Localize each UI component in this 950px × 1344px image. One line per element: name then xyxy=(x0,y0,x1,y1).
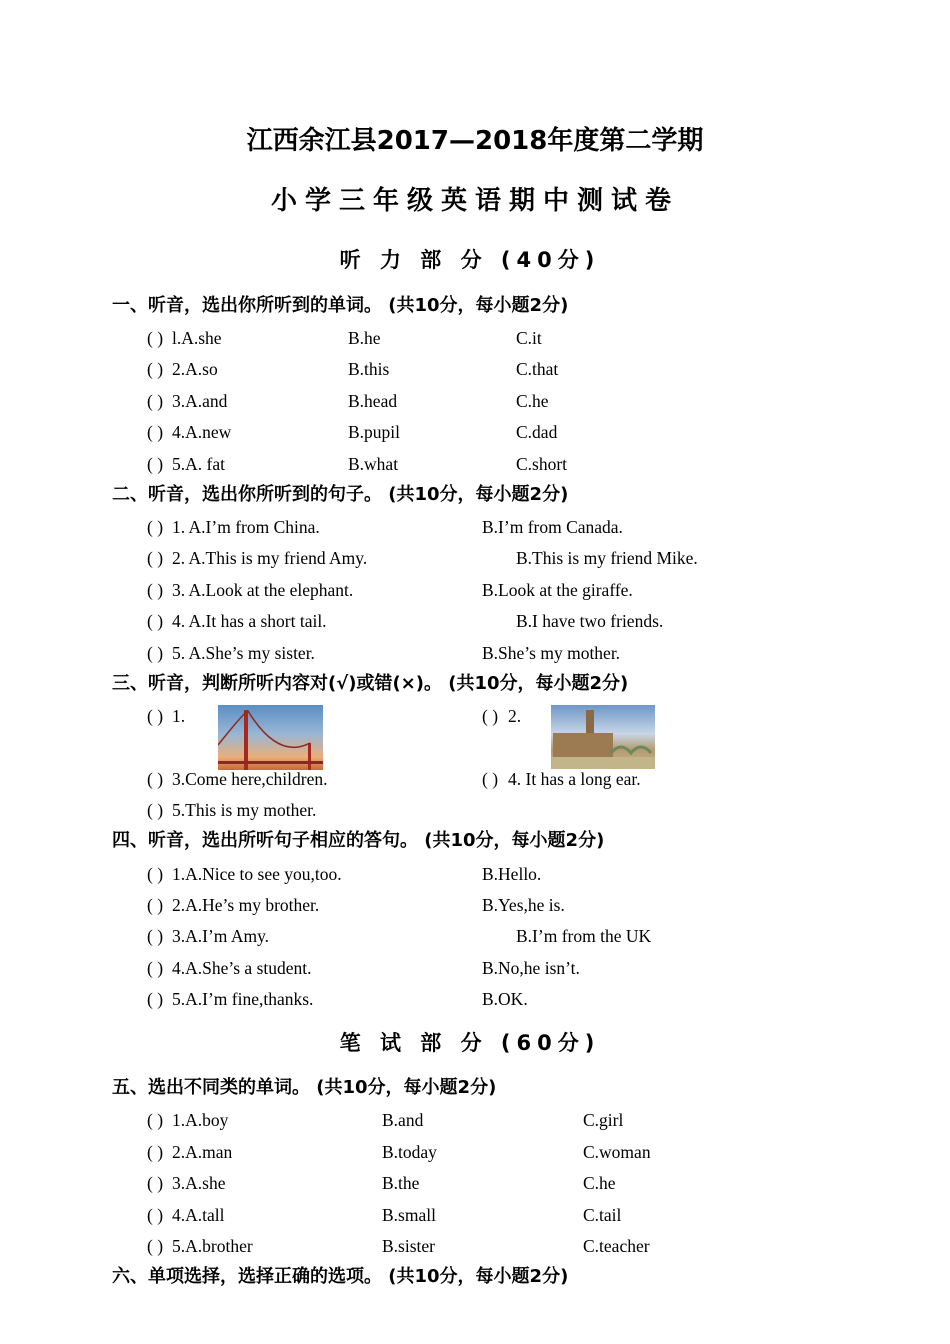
answer-blank[interactable]: ( ) xyxy=(147,989,164,1009)
question-option: B.head xyxy=(348,391,398,411)
answer-blank[interactable]: ( ) xyxy=(147,1142,164,1162)
answer-blank[interactable]: ( ) xyxy=(147,580,164,600)
question-option: B.This is my friend Mike. xyxy=(516,548,698,568)
question-option: B.this xyxy=(348,359,390,379)
question-option: 3.A.she xyxy=(172,1173,226,1193)
exam-subtitle: 小学三年级英语期中测试卷 xyxy=(270,186,679,216)
question-option: B.I’m from the UK xyxy=(516,926,652,946)
question-option: B.Look at the giraffe. xyxy=(482,580,633,600)
question-option: C.dad xyxy=(516,422,558,442)
question-option: 2.A.man xyxy=(172,1142,233,1162)
question-option: C.teacher xyxy=(583,1236,650,1256)
question-option: 3.A.and xyxy=(172,391,228,411)
section-heading: 四、听音，选出所听句子相应的答句。 (共10分，每小题2分) xyxy=(112,830,605,851)
question-option: 3. A.Look at the elephant. xyxy=(172,580,354,600)
answer-blank[interactable]: ( ) xyxy=(147,706,164,726)
answer-blank[interactable]: ( ) xyxy=(147,1110,164,1130)
section-heading: 一、听音，选出你所听到的单词。 (共10分，每小题2分) xyxy=(112,295,569,316)
answer-blank[interactable]: ( ) xyxy=(147,611,164,631)
question-option: C.woman xyxy=(583,1142,651,1162)
answer-blank[interactable]: ( ) xyxy=(147,643,164,663)
answer-blank[interactable]: ( ) xyxy=(147,895,164,915)
answer-blank[interactable]: ( ) xyxy=(482,769,499,789)
question-option: 2.A.so xyxy=(172,359,218,379)
question-option: B.No,he isn’t. xyxy=(482,958,580,978)
answer-blank[interactable]: ( ) xyxy=(482,706,499,726)
answer-blank[interactable]: ( ) xyxy=(147,926,164,946)
answer-blank[interactable]: ( ) xyxy=(147,359,164,379)
question-option: 4.A.new xyxy=(172,422,232,442)
writing-part-title: 笔 试 部 分 (60分) xyxy=(339,1031,601,1055)
question-option: 4. It has a long ear. xyxy=(508,769,641,789)
question-option: C.he xyxy=(583,1173,616,1193)
question-option: 5.A. fat xyxy=(172,454,225,474)
question-option: 5.A.I’m fine,thanks. xyxy=(172,989,314,1009)
answer-blank[interactable]: ( ) xyxy=(147,517,164,537)
question-option: 5.This is my mother. xyxy=(172,800,317,820)
golden-gate-bridge-image xyxy=(218,705,323,770)
question-option: 2.A.He’s my brother. xyxy=(172,895,320,915)
question-option: B.the xyxy=(382,1173,420,1193)
question-option: 5. A.She’s my sister. xyxy=(172,643,315,663)
question-option: C.short xyxy=(516,454,568,474)
section-heading: 三、听音，判断所听内容对(√)或错(×)。 (共10分，每小题2分) xyxy=(112,673,629,694)
question-option: B.Yes,he is. xyxy=(482,895,565,915)
question-option: C.it xyxy=(516,328,542,348)
question-option: B.he xyxy=(348,328,381,348)
answer-blank[interactable]: ( ) xyxy=(147,1236,164,1256)
question-option: B.and xyxy=(382,1110,424,1130)
exam-title: 江西余江县2017—2018年度第二学期 xyxy=(246,126,704,156)
question-option: 2. xyxy=(508,706,522,726)
question-option: B.today xyxy=(382,1142,437,1162)
question-option: B.OK. xyxy=(482,989,528,1009)
question-option: 1.A.boy xyxy=(172,1110,229,1130)
question-option: C.he xyxy=(516,391,549,411)
big-ben-image xyxy=(551,705,655,769)
question-option: B.I have two friends. xyxy=(516,611,664,631)
question-option: 3.Come here,children. xyxy=(172,769,328,789)
section-heading: 二、听音，选出你所听到的句子。 (共10分，每小题2分) xyxy=(112,484,569,505)
answer-blank[interactable]: ( ) xyxy=(147,769,164,789)
answer-blank[interactable]: ( ) xyxy=(147,800,164,820)
question-option: 5.A.brother xyxy=(172,1236,253,1256)
section-heading: 五、选出不同类的单词。 (共10分，每小题2分) xyxy=(112,1077,497,1098)
answer-blank[interactable]: ( ) xyxy=(147,1173,164,1193)
question-option: 4.A.tall xyxy=(172,1205,225,1225)
question-option: l.A.she xyxy=(172,328,222,348)
answer-blank[interactable]: ( ) xyxy=(147,864,164,884)
question-option: 2. A.This is my friend Amy. xyxy=(172,548,368,568)
question-option: 4.A.She’s a student. xyxy=(172,958,312,978)
question-option: 3.A.I’m Amy. xyxy=(172,926,270,946)
question-option: C.girl xyxy=(583,1110,624,1130)
question-option: C.that xyxy=(516,359,559,379)
question-option: 1. xyxy=(172,706,186,726)
answer-blank[interactable]: ( ) xyxy=(147,958,164,978)
answer-blank[interactable]: ( ) xyxy=(147,391,164,411)
answer-blank[interactable]: ( ) xyxy=(147,454,164,474)
answer-blank[interactable]: ( ) xyxy=(147,548,164,568)
question-option: B.Hello. xyxy=(482,864,542,884)
question-option: B.She’s my mother. xyxy=(482,643,621,663)
question-option: 1.A.Nice to see you,too. xyxy=(172,864,342,884)
question-option: C.tail xyxy=(583,1205,622,1225)
question-option: B.I’m from Canada. xyxy=(482,517,623,537)
answer-blank[interactable]: ( ) xyxy=(147,328,164,348)
question-option: 1. A.I’m from China. xyxy=(172,517,320,537)
question-option: B.sister xyxy=(382,1236,435,1256)
section-heading: 六、单项选择，选择正确的选项。 (共10分，每小题2分) xyxy=(112,1266,569,1287)
answer-blank[interactable]: ( ) xyxy=(147,1205,164,1225)
answer-blank[interactable]: ( ) xyxy=(147,422,164,442)
question-option: B.pupil xyxy=(348,422,401,442)
listening-part-title: 听 力 部 分 (40分) xyxy=(339,248,601,272)
question-option: B.what xyxy=(348,454,399,474)
question-option: B.small xyxy=(382,1205,436,1225)
question-option: 4. A.It has a short tail. xyxy=(172,611,327,631)
